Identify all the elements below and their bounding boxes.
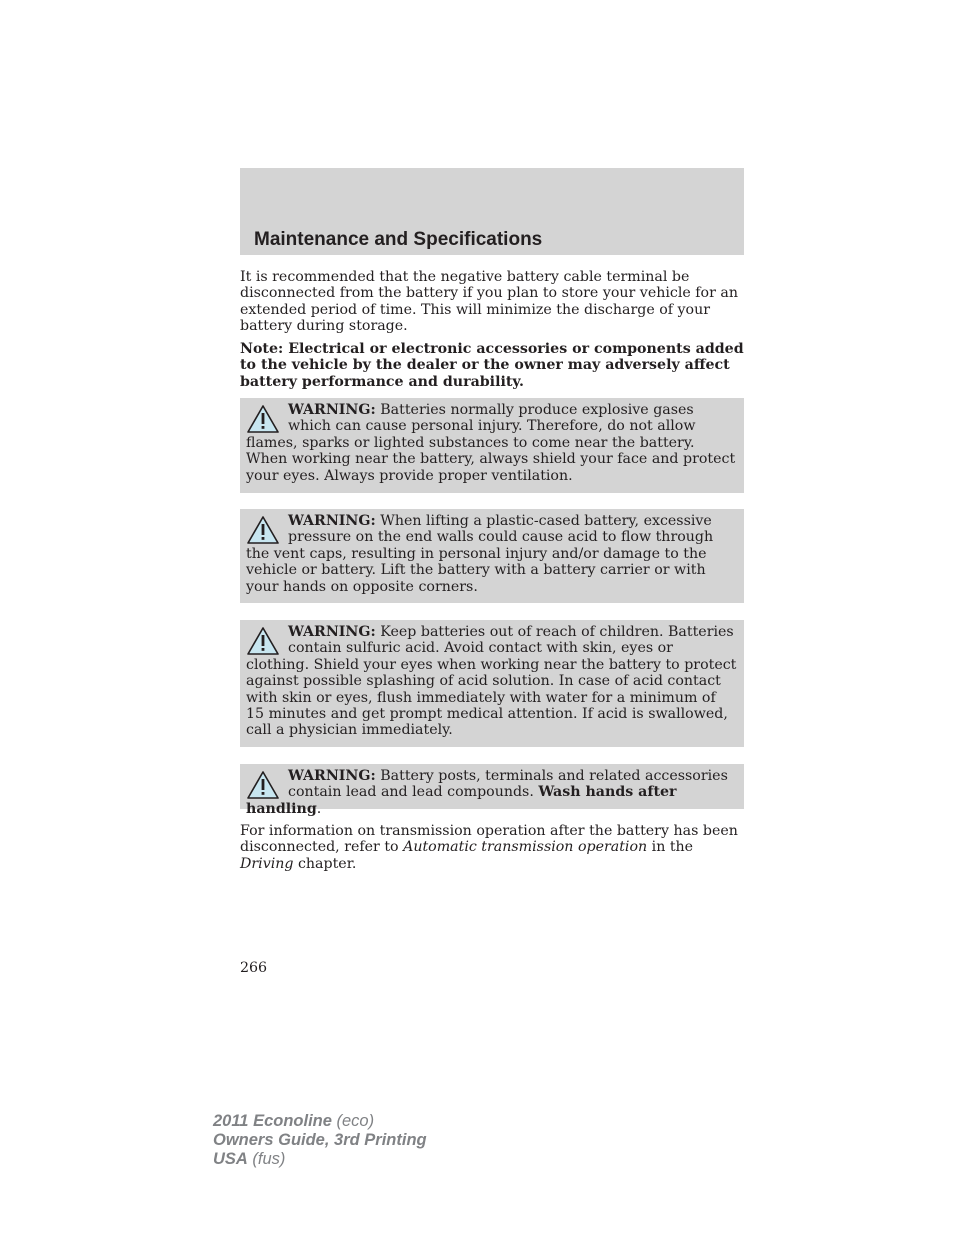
warning-label: WARNING: bbox=[288, 402, 376, 418]
closing-text-1: For information on transmission operation after the battery has been disconnected, refer to bbox=[240, 823, 738, 856]
warning-triangle-icon bbox=[246, 770, 280, 800]
document-footer bbox=[213, 1112, 427, 1169]
footer-line-1 bbox=[213, 1112, 427, 1131]
warning-label: WARNING: bbox=[288, 768, 376, 784]
cross-reference-link: Automatic transmission operation bbox=[403, 839, 648, 856]
warning-label: WARNING: bbox=[288, 624, 376, 640]
warning-emphasis: Wash hands after handling bbox=[246, 784, 677, 817]
closing-text-2: in the bbox=[647, 839, 694, 856]
footer-model-code: (eco) bbox=[331, 1112, 375, 1130]
footer-edition: Owners Guide, 3rd Printing bbox=[213, 1131, 427, 1149]
footer-line-2 bbox=[213, 1131, 427, 1150]
warning-triangle-icon bbox=[246, 515, 280, 545]
footer-line-3 bbox=[213, 1150, 427, 1169]
footer-market-code: (fus) bbox=[247, 1150, 286, 1168]
warning-triangle-icon bbox=[246, 404, 280, 434]
page-number: 266 bbox=[240, 960, 268, 976]
warning-box bbox=[240, 509, 744, 603]
section-header-band bbox=[240, 168, 744, 255]
section-title: Maintenance and Specifications bbox=[254, 229, 543, 250]
warning-label: WARNING: bbox=[288, 513, 376, 529]
closing-paragraph bbox=[240, 823, 744, 872]
intro-paragraph: It is recommended that the negative battery cable terminal be disconnected from the battery if you plan to store your vehicle for an extended period of time. This will minimize the discharge of your battery during storage. bbox=[240, 269, 738, 335]
note-paragraph: Note: Electrical or electronic accessories or components added to the vehicle by the dealer or the owner may adversely affect battery performance and durability. bbox=[240, 341, 744, 390]
warning-box bbox=[240, 764, 744, 817]
warning-box bbox=[240, 398, 744, 493]
warning-tail: . bbox=[316, 800, 322, 817]
warning-text: Batteries normally produce explosive gases which can cause personal injury. Therefore, do not allow flames, sparks or lighted substances to come near the battery. When working near the battery, always shield your face and protect your eyes. Always provide proper ventilation. bbox=[246, 402, 736, 484]
footer-model: 2011 Econoline bbox=[213, 1112, 332, 1130]
footer-market: USA bbox=[213, 1150, 248, 1168]
warning-text: When lifting a plastic-cased battery, excessive pressure on the end walls could cause acid to flow through the vent caps, resulting in personal injury and/or damage to the vehicle or battery. Lift the battery with a battery carrier or with your hands on opposite corners. bbox=[246, 513, 714, 595]
chapter-reference-link: Driving bbox=[240, 855, 294, 872]
warning-box bbox=[240, 620, 744, 747]
closing-text-3: chapter. bbox=[293, 855, 357, 872]
warning-text: Keep batteries out of reach of children. Batteries contain sulfuric acid. Avoid contact with skin, eyes or clothing. Shield your eyes when working near the battery to protect against possible splashing of acid solution. In case of acid contact with skin or eyes, flush immediately with water for a minimum of 15 minutes and get prompt medical attention. If acid is swallowed, call a physician immediately. bbox=[246, 624, 737, 739]
warning-triangle-icon bbox=[246, 626, 280, 656]
warning-text: Battery posts, terminals and related accessories contain lead and lead compounds. bbox=[288, 768, 728, 801]
